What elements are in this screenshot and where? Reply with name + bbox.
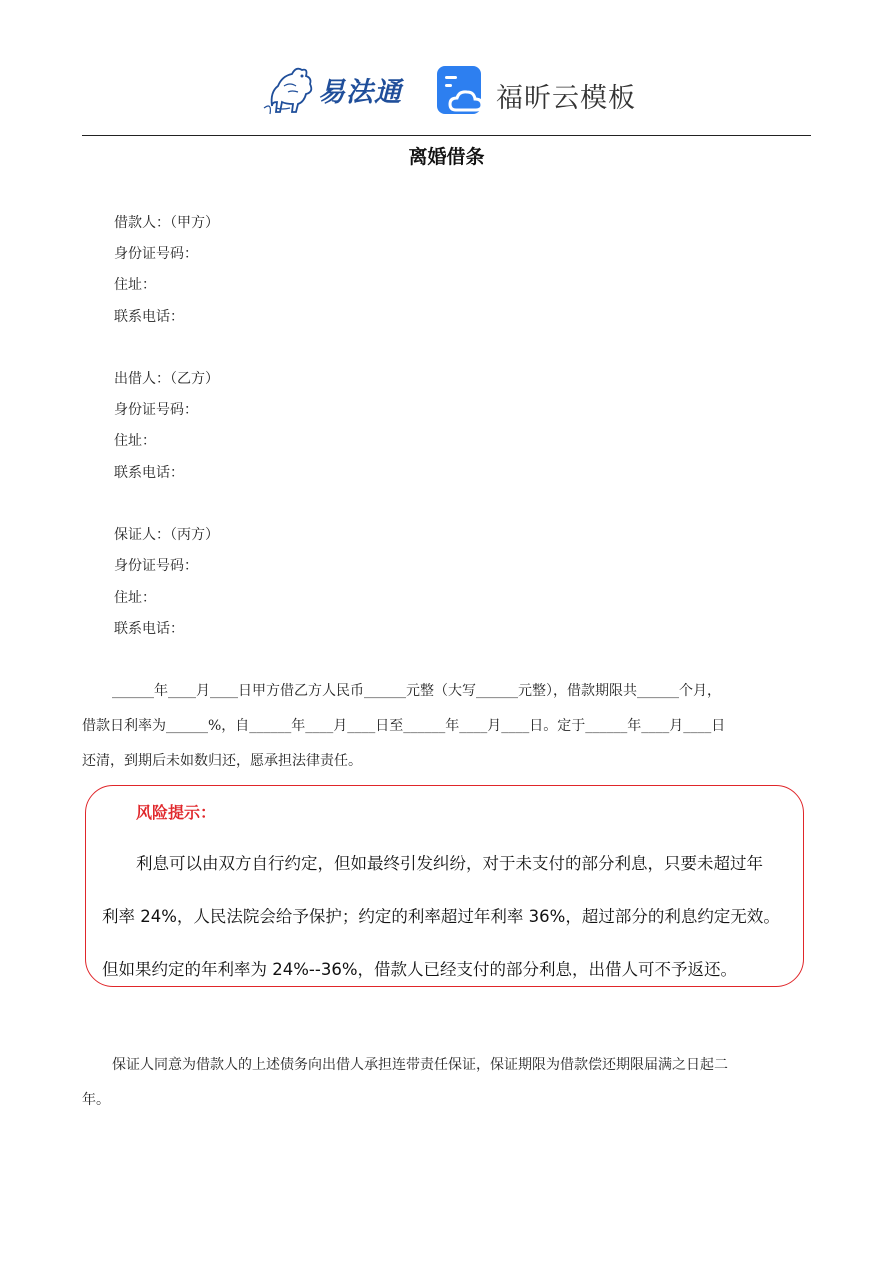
yifatong-logo (262, 62, 412, 116)
guarantor-id-label: 身份证号码： (114, 558, 198, 574)
guarantor-label: 保证人：（丙方） (114, 527, 219, 543)
header-divider (82, 135, 811, 136)
risk-warning-line-3: 但如果约定的年利率为 24%--36%，借款人已经支付的部分利息，出借人可不予返还。 (102, 960, 738, 979)
risk-warning-line-1: 利息可以由双方自行约定，但如最终引发纠纷，对于未支付的部分利息，只要未超过年 (136, 854, 763, 873)
loan-clause-line-3: 还清，到期后未如数归还，愿承担法律责任。 (82, 753, 362, 769)
cloud-template-icon (436, 64, 486, 116)
risk-warning-title: 风险提示： (136, 803, 217, 822)
loan-clause (82, 674, 811, 779)
lender-address-label: 住址： (114, 433, 156, 449)
borrower-phone-label: 联系电话： (114, 309, 184, 325)
guarantee-clause-line-1: 保证人同意为借款人的上述债务向出借人承担连带责任保证，保证期限为借款偿还期限届满之日起二 (112, 1057, 728, 1073)
header-logos (0, 58, 893, 122)
guarantor-phone-label: 联系电话： (114, 621, 184, 637)
borrower-label: 借款人：（甲方） (114, 215, 219, 231)
borrower-address-label: 住址： (114, 277, 156, 293)
loan-clause-line-2: 借款日利率为______%，自______年____月____日至______年____月____日。定于______年____月____日 (82, 718, 726, 734)
borrower-id-label: 身份证号码： (114, 246, 198, 262)
guarantee-clause (82, 1048, 811, 1118)
yifatong-logo-text: 易法通 (318, 77, 402, 108)
qilin-icon (262, 62, 320, 116)
lender-id-label: 身份证号码： (114, 402, 198, 418)
fuxin-logo (436, 64, 636, 118)
guarantor-address-label: 住址： (114, 590, 156, 606)
guarantee-clause-line-2: 年。 (82, 1092, 110, 1108)
risk-warning-box (85, 785, 804, 987)
document-title: 离婚借条 (408, 146, 485, 168)
risk-warning-line-2: 利率 24%，人民法院会给予保护；约定的利率超过年利率 36%，超过部分的利息约定无效。 (102, 907, 780, 926)
lender-label: 出借人：（乙方） (114, 371, 219, 387)
lender-phone-label: 联系电话： (114, 465, 184, 481)
loan-clause-line-1: ______年____月____日甲方借乙方人民币______元整（大写______元整），借款期限共______个月， (112, 683, 721, 699)
fuxin-logo-text: 福昕云模板 (496, 83, 636, 114)
